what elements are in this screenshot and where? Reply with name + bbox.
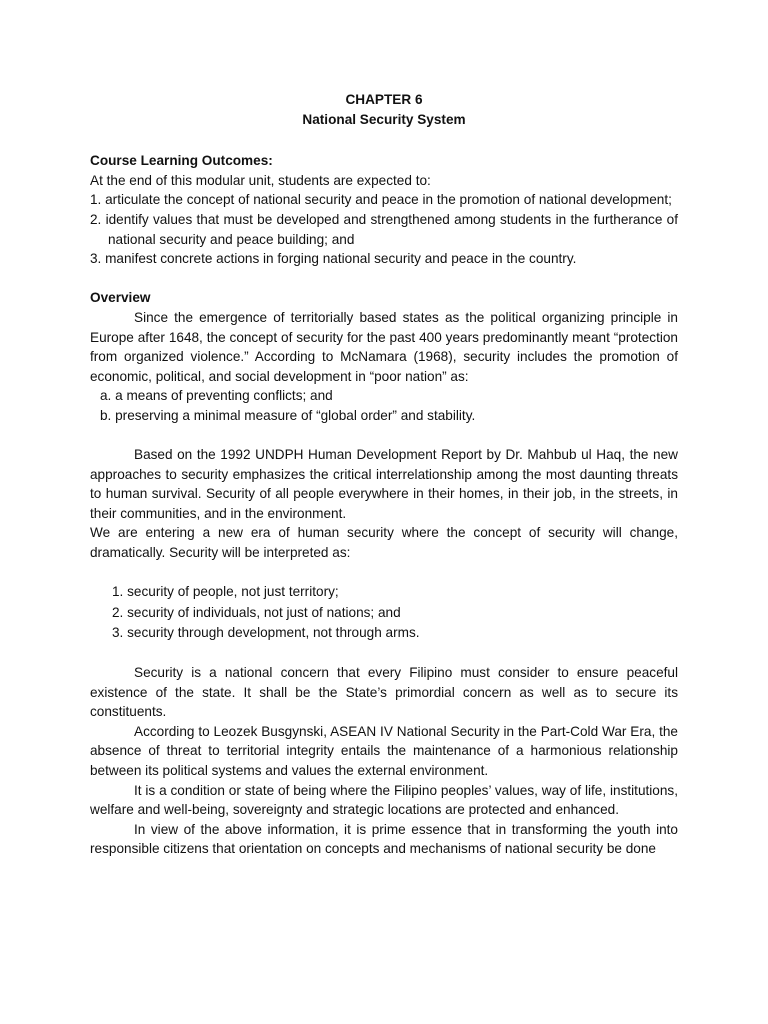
overview-list bbox=[90, 386, 678, 425]
outcome-item: 3. manifest concrete actions in forging national security and peace in the country. bbox=[90, 251, 577, 267]
chapter-title: National Security System bbox=[302, 111, 466, 127]
security-item: 2. security of individuals, not just of nations; and bbox=[112, 604, 401, 620]
chapter-label: CHAPTER 6 bbox=[345, 92, 423, 107]
outcomes-intro: At the end of this modular unit, students are expected to: bbox=[90, 172, 431, 188]
overview-item: b. preserving a minimal measure of “global order” and stability. bbox=[100, 407, 476, 423]
outcome-item: 1. articulate the concept of national security and peace in the promotion of national development; bbox=[90, 192, 672, 208]
body-paragraph: According to Leozek Busgynski, ASEAN IV National Security in the Part-Cold War Era, the absence of threat to territorial integrity entails the maintenance of a harmonious relationship between its political systems and values the external environment. bbox=[90, 723, 678, 779]
body-paragraph: It is a condition or state of being where the Filipino peoples’ values, way of life, institutions, welfare and well-being, sovereignty and strategic locations are protected and enhanced. bbox=[90, 782, 678, 818]
overview-paragraph: Since the emergence of territorially based states as the political organizing principle in Europe after 1648, the concept of security for the past 400 years predominantly meant “protection from organized violence.” According to McNamara (1968), security includes the promotion of economic, political, and social development in “poor nation” as: bbox=[90, 309, 678, 384]
overview-heading: Overview bbox=[90, 290, 151, 306]
undp-paragraph: Based on the 1992 UNDPH Human Development Report by Dr. Mahbub ul Haq, the new approaches to security emphasizes the critical interrelationship among the most daunting threats to human survival. Security of all people everywhere in their homes, in their job, in the streets, in their communities, and in the environment. bbox=[90, 447, 678, 521]
outcomes-list bbox=[90, 190, 678, 268]
body-paragraph: Security is a national concern that every Filipino must consider to ensure peaceful existence of the state. It shall be the State’s primordial concern as well as to secure its constituents. bbox=[90, 665, 678, 720]
security-item: 1. security of people, not just territory; bbox=[112, 584, 339, 600]
overview-item: a. a means of preventing conflicts; and bbox=[100, 388, 333, 404]
security-item: 3. security through development, not through arms. bbox=[112, 625, 420, 641]
body-paragraph: In view of the above information, it is prime essence that in transforming the youth into responsible citizens that orientation on concepts and mechanisms of national security be done bbox=[90, 821, 678, 857]
security-list bbox=[90, 582, 678, 643]
new-era-paragraph: We are entering a new era of human security where the concept of security will change, dramatically. Security will be interpreted as: bbox=[90, 525, 678, 561]
outcome-item: 2. identify values that must be developed and strengthened among students in the furtherance of national security and peace building; and bbox=[90, 211, 678, 247]
outcomes-heading: Course Learning Outcomes: bbox=[90, 153, 273, 169]
